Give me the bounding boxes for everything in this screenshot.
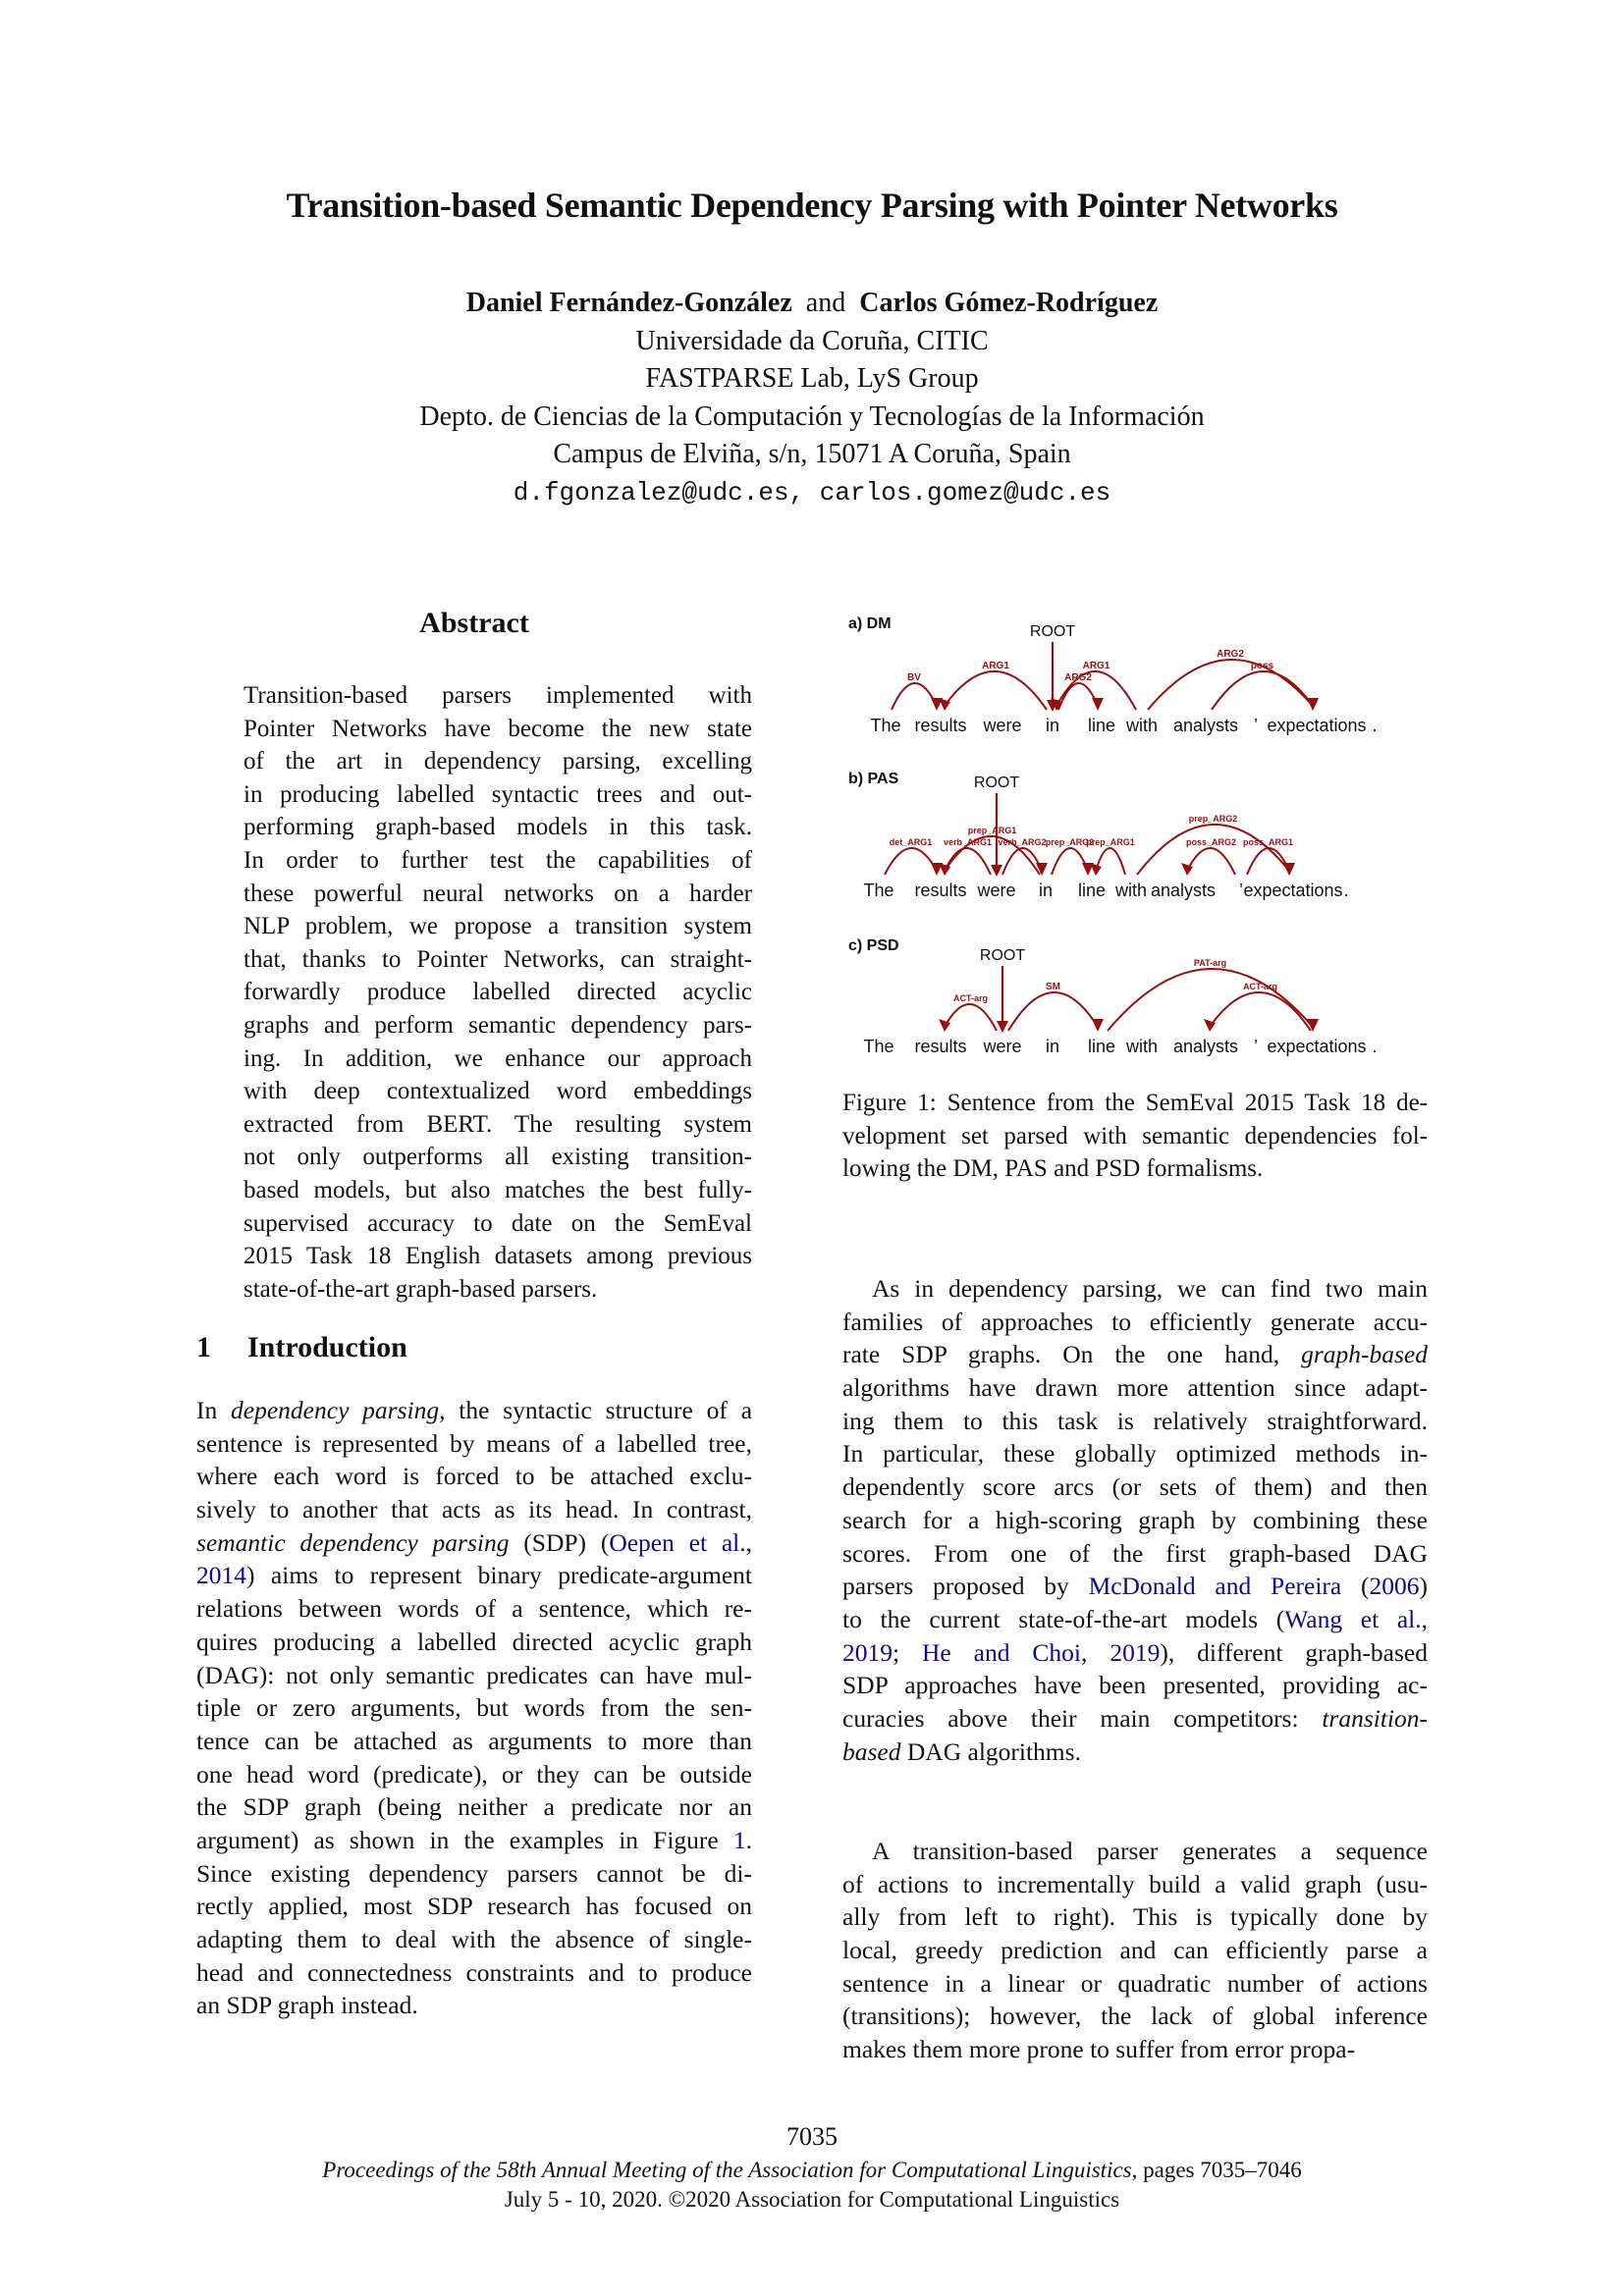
sentence-token: were [983,716,1022,735]
citation-link[interactable]: 2014 [196,1561,246,1590]
text-line: an SDP graph instead. [196,1991,418,2020]
text-line: 2015 Task 18 English datasets among previous [244,1243,752,1270]
figure-panel [848,615,1378,735]
text-line: families of approaches to efficiently generate accu- [842,1307,1428,1336]
dependency-arc [945,671,1047,710]
sentence-token: with [1125,716,1159,735]
dependency-arc [885,848,937,875]
text-line: (DAG): not only semantic predicates can have mul- [196,1660,752,1689]
author-emails: d.fgonzalez@udc.es, carlos.gomez@udc.es [513,477,1111,507]
text-line: graphs and perform semantic dependency pars- [244,1011,752,1039]
text-line: with deep contextualized word embeddings [244,1078,752,1105]
arc-label: SM [1046,982,1060,992]
caption-line: lowing the DM, PAS and PSD formalisms. [842,1155,1264,1182]
arc-label: verb_ARG2 [998,837,1047,847]
text-line: Transition-based parsers implemented with [244,682,752,709]
sentence-token: expectations [1267,1037,1367,1056]
intro-paragraph-2 [842,1272,1428,1768]
copyright-line: July 5 - 10, 2020. ©2020 Association for Computational Linguistics [504,2187,1120,2212]
panel-label: b) PAS [848,771,899,787]
citation-link[interactable]: 2006 [1369,1572,1420,1601]
arc-label: verb_ARG1 [943,837,993,847]
caption-line: Figure 1: Sentence from the SemEval 2015 Task 18 de- [842,1090,1428,1116]
text-line: semantic dependency parsing (SDP) (Oepen et al., [196,1527,753,1557]
arc-label: prep_ARG1 [1086,837,1135,847]
root-label: ROOT [1029,623,1076,640]
intro-paragraph-1 [196,1394,752,2022]
text-line: ally from left to right). This is typically done by [842,1902,1428,1932]
arc-label: prep_ARG2 [1045,837,1095,847]
text-line: sively to another that acts as its head. In contrast, [196,1495,752,1524]
arc-label: ARG1 [982,661,1009,671]
sentence-token: in [1045,1037,1060,1056]
dependency-arc [945,1004,997,1031]
figure-reference-link[interactable]: 1 [732,1825,746,1854]
text-line: algorithms have drawn more attention since adapt- [842,1373,1428,1403]
root-label: ROOT [979,947,1026,964]
caption-line: velopment set parsed with semantic dependencies fol- [842,1122,1428,1149]
sentence-token: analysts [1172,716,1239,735]
page-number: 7035 [786,2122,838,2151]
arc-label: BV [907,672,921,683]
text-line: Pointer Networks have become the new state [244,715,752,742]
text-line: As in dependency parsing, we can find two main [872,1274,1428,1303]
text-line: rate SDP graphs. On the one hand, graph-based [842,1340,1428,1369]
dependency-arc [1210,992,1311,1031]
sentence-token: analysts [1150,881,1217,900]
sentence-token: results [914,716,967,735]
sentence-token: ’ [1239,881,1243,900]
arc-arrowhead [1092,698,1104,711]
dependency-arc [1148,660,1313,710]
text-line: ing them to this task is relatively straightforward. [842,1406,1428,1435]
proceedings-line: Proceedings of the 58th Annual Meeting of the Association for Computational Linguistics, pages 7035–7046 [322,2158,1302,2182]
text-line: sentence is represented by means of a labelled tree, [196,1428,752,1458]
text-line: parsers proposed by McDonald and Pereira (2006) [842,1572,1428,1601]
arc-label: poss [1250,661,1274,671]
text-line: to the current state-of-the-art models (Wang et al., [842,1604,1428,1633]
sentence-token: were [977,881,1016,900]
text-line: NLP problem, we propose a transition system [244,913,752,940]
text-line: of actions to incrementally build a valid graph (usu- [842,1869,1428,1898]
text-line: quires producing a labelled directed acyclic graph [196,1627,752,1656]
sentence-token: The [863,1037,894,1056]
arc-label: ACT-arg [1242,982,1278,991]
affiliation: FASTPARSE Lab, LyS Group [645,363,979,394]
arc-label: prep_ARG2 [1188,814,1238,824]
arc-label: ARG2 [1064,672,1092,683]
text-line: Since existing dependency parsers cannot be di- [196,1858,752,1888]
arc-arrowhead [1307,698,1319,711]
text-line: these powerful neural networks on a harder [244,880,752,907]
arc-label: poss_ARG1 [1242,837,1294,847]
arc-label: poss_ARG2 [1185,837,1237,847]
text-line: forwardly produce labelled directed acyclic [244,979,752,1006]
proceedings-footer [0,2156,1624,2215]
figure-caption [842,1087,1428,1186]
affiliation: Campus de Elviña, s/n, 15071 A Coruña, Spain [553,439,1071,469]
arc-arrowhead [1283,863,1295,876]
text-line: head and connectedness constraints and to produce [196,1957,752,1987]
text-line: In order to further test the capabilities of [244,846,752,874]
text-line: scores. From one of the first graph-based DAG [842,1538,1428,1568]
text-line: tiple or zero arguments, but words from the sen- [196,1693,752,1723]
dependency-arc [1247,848,1289,875]
text-line: 2014) aims to represent binary predicate-argument [196,1561,752,1590]
text-line: where each word is forced to be attached exclu- [196,1462,752,1491]
citation-link[interactable]: 2019 [842,1637,893,1667]
text-line: one head word (predicate), or they can be outside [196,1759,752,1789]
sentence-token: ’ [1254,1037,1258,1056]
citation-link[interactable]: McDonald and Pereira [1088,1572,1342,1601]
sentence-token: in [1045,716,1060,735]
abstract-body [244,679,752,1306]
author-name: Daniel Fernández-González [465,288,792,318]
sentence-token: The [863,881,894,900]
text-line: argument) as shown in the examples in Figure 1. [196,1825,752,1854]
author-line [0,285,1624,323]
text-line: in producing labelled syntactic trees and out- [244,780,752,808]
text-line: state-of-the-art graph-based parsers. [244,1275,598,1303]
citation-link[interactable]: Wang et al. [1284,1604,1422,1633]
citation-link[interactable]: He and Choi [922,1637,1082,1667]
arc-arrowhead [1092,1019,1104,1032]
section-title: Introduction [247,1331,407,1363]
arc-label: prep_ARG1 [967,826,1017,835]
dependency-arc [1096,848,1125,875]
text-line: relations between words of a sentence, which re- [196,1594,752,1624]
arc-label: PAT-arg [1193,958,1227,968]
paper-title: Transition-based Semantic Dependency Parsing with Pointer Networks [286,186,1338,225]
arc-label: ARG1 [1082,661,1110,671]
text-line: tence can be attached as arguments to more than [196,1726,752,1755]
text-line: performing graph-based models in this task. [244,814,752,841]
arc-arrowhead [1307,1019,1319,1032]
sentence-token: The [870,716,901,735]
sentence-token: analysts [1172,1037,1239,1056]
dependency-arc [1008,992,1098,1031]
sentence-token: line [1087,716,1116,735]
arc-label: ACT-arg [952,993,989,1003]
text-line: makes them more prone to suffer from error propa- [842,2035,1356,2064]
arc-label: ARG2 [1217,649,1244,660]
text-line: adapting them to deal with the absence of single- [196,1925,752,1953]
sentence-token: . [1343,881,1349,900]
dependency-arc [892,683,937,710]
text-line: dependently score arcs (or sets of them) and then [842,1472,1428,1502]
figure-panel [848,937,1378,1056]
author-block [0,285,1624,511]
citation-link[interactable]: 2019 [1110,1637,1161,1667]
dependency-arc [1137,825,1289,875]
text-line: SDP approaches have been presented, providing ac- [842,1671,1428,1700]
affiliation: Universidade da Coruña, CITIC [635,325,989,356]
text-line: extracted from BERT. The resulting system [244,1110,752,1138]
section-number: 1 [196,1331,211,1363]
sentence-token: line [1077,881,1107,900]
text-line: A transition-based parser generates a sequence [872,1837,1428,1865]
intro-paragraph-3 [842,1835,1428,2066]
dependency-arc [1187,848,1235,875]
panel-label: a) DM [848,615,892,632]
affiliation: Depto. de Ciencias de la Computación y Tecnologías de la Información [419,400,1205,432]
author-name: Carlos Gómez-Rodríguez [859,288,1159,318]
text-line: not only outperforms all existing transition- [244,1144,752,1171]
arc-label: det_ARG1 [889,837,933,847]
text-line: local, greedy prediction and can efficiently parse a [842,1936,1428,1965]
figure-1 [844,609,1453,1075]
sentence-token: with [1114,881,1148,900]
sentence-token: expectations [1267,716,1367,735]
citation-link[interactable]: Oepen et al. [609,1527,746,1557]
arc-arrowhead [1036,863,1048,876]
text-line: of the art in dependency parsing, excelling [244,748,752,775]
abstract-heading: Abstract [419,607,529,639]
dependency-graph-figure [844,609,1453,1075]
root-arrowhead [997,1021,1008,1033]
sentence-token: line [1087,1037,1116,1056]
text-line: ing. In addition, we enhance our approach [244,1044,752,1072]
text-line: search for a high-scoring graph by combining these [842,1505,1428,1534]
sentence-token: ’ [1254,716,1258,735]
sentence-token: were [983,1037,1022,1056]
text-line: rectly applied, most SDP research has focused on [196,1892,752,1921]
sentence-token: . [1372,1037,1378,1056]
dependency-arc [1058,683,1098,710]
sentence-token: results [914,881,967,900]
arc-arrowhead [1090,863,1102,876]
text-line: In particular, these globally optimized methods in- [842,1439,1428,1468]
text-line: the SDP graph (being neither a predicate nor an [196,1792,752,1822]
text-line: (transitions); however, the lack of global inference [842,2002,1428,2031]
sentence-token: . [1372,716,1378,735]
root-arrowhead [991,865,1002,877]
sentence-token: results [914,1037,967,1056]
text-line: curacies above their main competitors: transition- [842,1703,1428,1733]
figure-panel [848,771,1349,900]
text-line: 2019; He and Choi, 2019), different graph-based [842,1637,1428,1667]
dependency-arc [1052,848,1088,875]
sentence-token: with [1125,1037,1159,1056]
text-line: supervised accuracy to date on the SemEval [244,1209,752,1237]
sentence-token: in [1038,881,1054,900]
text-line: sentence in a linear or quadratic number of actions [842,1968,1428,1998]
sentence-token: expectations [1243,881,1343,900]
text-line: based models, but also matches the best fully- [244,1176,752,1203]
section-heading-introduction [196,1331,407,1364]
text-line: that, thanks to Pointer Networks, can straight- [244,945,752,973]
author-conjunction: and [805,288,846,318]
panel-label: c) PSD [848,937,899,954]
text-line: based DAG algorithms. [842,1736,1081,1766]
text-line: In dependency parsing, the syntactic structure of a [196,1396,753,1424]
root-label: ROOT [973,774,1020,791]
